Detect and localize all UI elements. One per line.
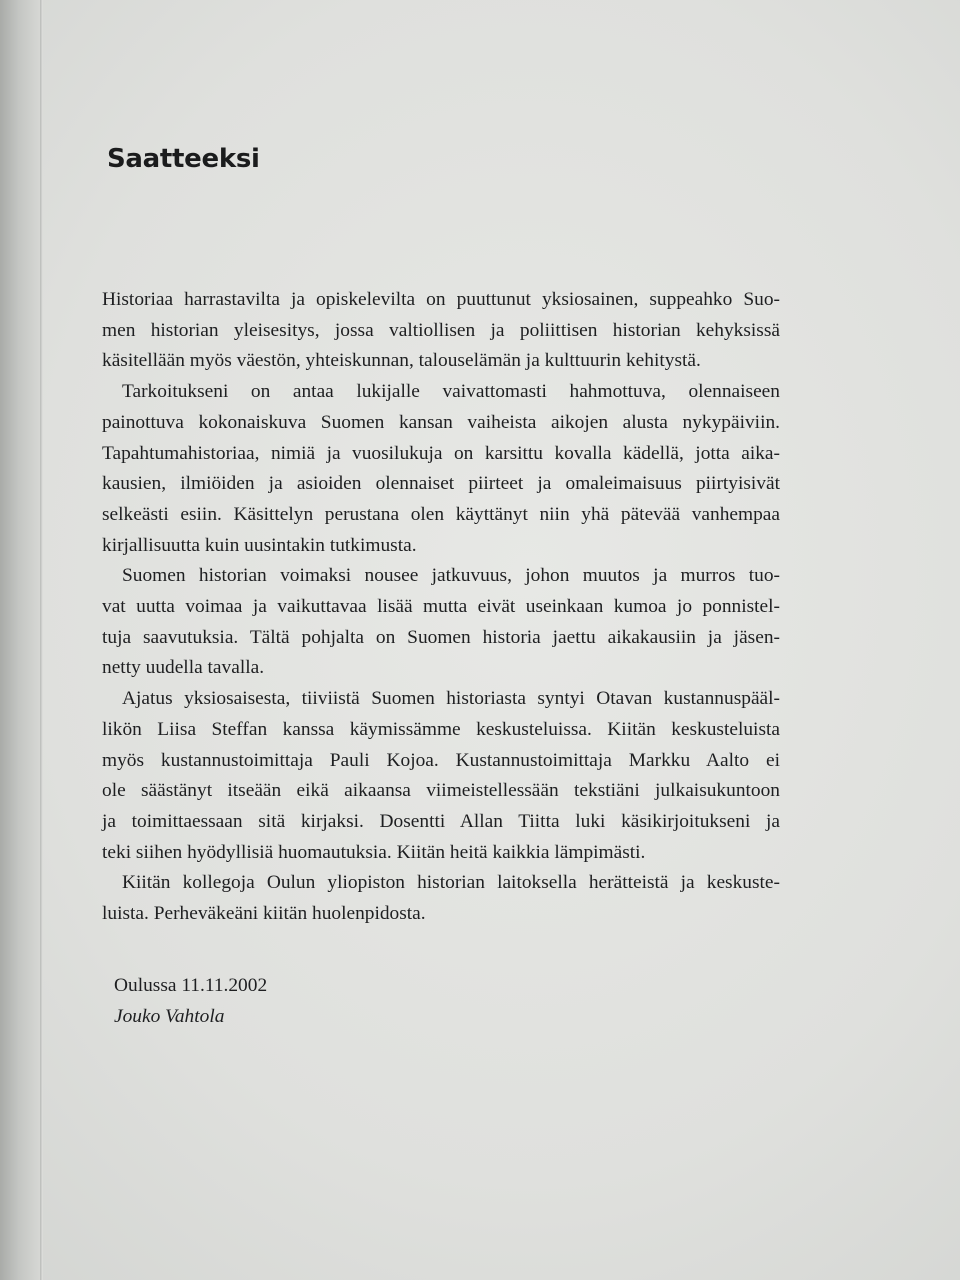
preface-body [102,285,780,930]
text-line: selkeästi esiin. Käsittelyn perustana olen käyttänyt niin yhä pätevää vanhempaa [102,503,780,525]
book-gutter-shadow [0,0,42,1280]
text-line: myös kustannustoimittaja Pauli Kojoa. Kustannustoimittaja Markku Aalto ei [102,749,780,771]
text-line: vat uutta voimaa ja vaikuttavaa lisää mutta eivät useinkaan kumoa jo ponnistel- [102,596,780,618]
author-signature: Jouko Vahtola [114,1006,225,1027]
text-line: Ajatus yksiosaisesta, tiiviistä Suomen historiasta syntyi Otavan kustannuspääl- [122,688,780,710]
closing-block [114,970,267,1032]
text-line: Tarkoitukseni on antaa lukijalle vaivattomasti hahmottuva, olennaiseen [122,381,780,403]
place-date: Oulussa 11.11.2002 [114,975,268,996]
text-line: ole säästänyt itseään eikä aikaansa viimeistellessään tekstiäni julkaisukuntoon [102,780,780,802]
paragraph [102,868,780,929]
paragraph [102,561,780,684]
text-line: Suomen historian voimaksi nousee jatkuvuus, johon muutos ja murros tuo- [122,565,780,587]
page-edge [40,0,43,1280]
text-line: Tapahtumahistoriaa, nimiä ja vuosilukuja on karsittu kovalla kädellä, jotta aika- [102,442,780,464]
text-line: kirjallisuutta kuin uusintakin tutkimusta. [102,534,417,556]
text-line: likön Liisa Steffan kanssa käymissämme keskusteluissa. Kiitän keskusteluista [102,718,780,740]
text-line: painottuva kokonaiskuva Suomen kansan vaiheista aikojen alusta nykypäiviin. [102,411,780,433]
paragraph [102,377,780,561]
text-line: teki siihen hyödyllisiä huomautuksia. Kiitän heitä kaikkia lämpimästi. [102,841,646,863]
text-line: kausien, ilmiöiden ja asioiden olennaiset piirteet ja omaleimaisuus piirtyisivät [102,473,780,495]
text-line: men historian yleisesitys, jossa valtiollisen ja poliittisen historian kehyksissä [102,319,780,341]
text-line: käsitellään myös väestön, yhteiskunnan, talouselämän ja kulttuurin kehitystä. [102,350,701,372]
text-line: Kiitän kollegoja Oulun yliopiston historian laitoksella herätteistä ja keskuste- [122,872,780,894]
text-line: netty uudella tavalla. [102,657,265,679]
text-line: Historiaa harrastavilta ja opiskelevilta on puuttunut yksiosainen, suppeahko Suo- [102,289,780,310]
page-title: Saatteeksi [107,144,260,174]
paragraph [102,684,780,868]
text-line: luista. Perheväkeäni kiitän huolenpidosta. [102,903,426,925]
text-line: ja toimittaessaan sitä kirjaksi. Dosentti Allan Tiitta luki käsikirjoitukseni ja [102,810,780,832]
paragraph [102,285,780,377]
text-line: tuja saavutuksia. Tältä pohjalta on Suomen historia jaettu aikakausiin ja jäsen- [102,626,780,648]
